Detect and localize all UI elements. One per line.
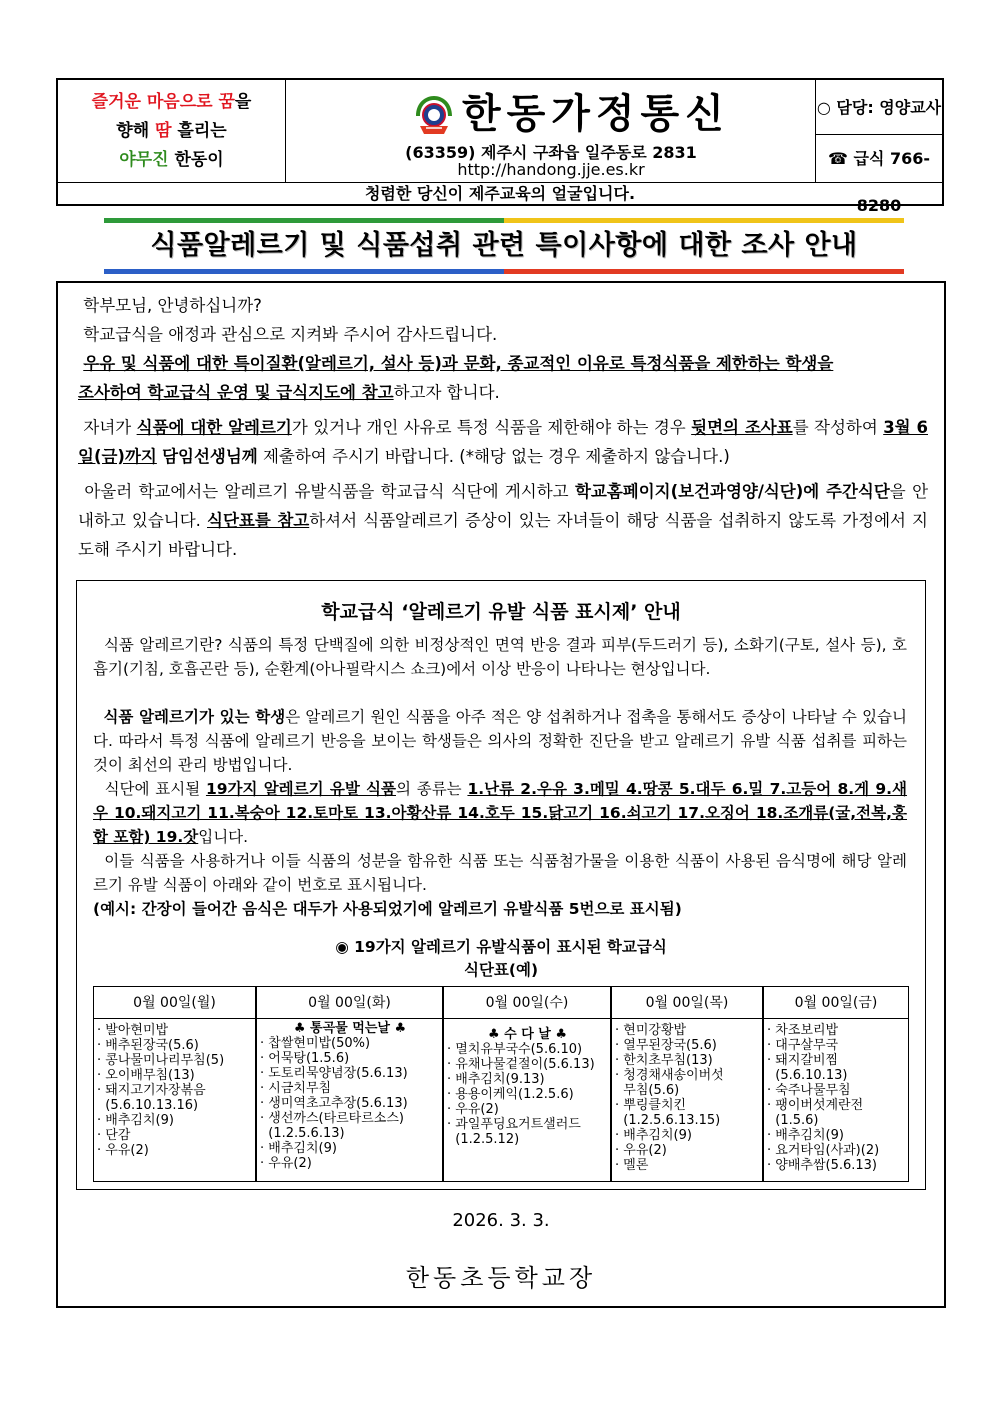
menu-item: · 양배추쌈(5.6.13) xyxy=(767,1158,877,1173)
allergy-info-box xyxy=(76,580,926,1190)
menu-items xyxy=(97,1023,253,1158)
motto: 청렴한 당신이 제주교육의 얼굴입니다. xyxy=(58,182,942,204)
text-run: 학교홈페이지(보건과영양/식단)에 주간식단 xyxy=(574,482,890,501)
letter-body xyxy=(56,281,946,1308)
purpose-paragraph xyxy=(78,349,928,407)
menu-day-column xyxy=(93,986,256,1182)
text-run: 이들 식품을 사용하거나 이들 식품의 성분을 함유한 식품 또는 식품첨가물을 이용한 식품이 사용된 음식명에 해당 알레르기 유발 식품이 아래와 같이 번호로 표시됩니다. xyxy=(93,852,907,894)
menu-item: · 팽이버섯계란전 xyxy=(767,1098,864,1113)
menu-item: · 단감 xyxy=(97,1128,131,1143)
labeling-example: (예시: 간장이 들어간 음식은 대두가 사용되었기에 알레르기 유발식품 5번으로 표시됨) xyxy=(93,900,682,918)
menu-day-header: 0월 00일(수) xyxy=(444,987,610,1019)
purpose-line-2-end: 하고자 합니다. xyxy=(393,383,500,402)
deadline: 3월 6일(금)까지 xyxy=(78,418,928,466)
issue-date: 2026. 3. 3. xyxy=(452,1210,550,1231)
school-emblem-icon xyxy=(410,92,458,140)
text-run: 식품 알레르기가 있는 학생 xyxy=(103,708,286,726)
text-run: 입니다. xyxy=(198,828,249,846)
text-run: 을 안내하고 있습니다. xyxy=(78,482,929,530)
text-run: 은 알레르기 원인 식품을 아주 적은 양 섭취하거나 접촉을 통해서도 증상이 나타날 수 있습니다. 따라서 특정 식품에 알레르기 반응을 보이는 학생들은 의사의 정확한 진단을 받고 알레르기 유발 식품 섭취를 피하는 것이 최선의 관리 방법입니다. xyxy=(93,708,907,774)
menu-item: · 배추김치(9) xyxy=(615,1128,692,1143)
greeting-text: 학부모님, 안녕하십니까? xyxy=(83,296,262,315)
sample-menu-table xyxy=(93,986,909,1182)
menu-item: · 뿌링클치킨 xyxy=(615,1098,687,1113)
menu-item: · 열무된장국(5.6) xyxy=(615,1038,717,1053)
menu-item: · 우유(2) xyxy=(97,1143,149,1158)
slogan-word: 땀 xyxy=(155,121,172,141)
menu-item: · 발아현미밥 xyxy=(97,1023,169,1038)
text-run: 식품 알레르기란? 식품의 특정 단백질에 의한 비정상적인 면역 반응 결과 피부(두드러기 등), 소화기(구토, 설사 등), 호흡기(기침, 호흡곤란 등), 순환계(아나필락시스 쇼크)에서 이상 반응이 나타나는 현상입니다. xyxy=(93,636,908,678)
text-run: 가 있거나 개인 사유로 특정 식품을 제한해야 하는 경우 xyxy=(291,418,692,437)
menu-items xyxy=(767,1023,906,1173)
menu-item: · 시금치무침 xyxy=(260,1081,332,1096)
text-run: 식단표를 참고 xyxy=(207,511,310,530)
menu-item: · 유채나물겉절이(5.6.13) xyxy=(447,1057,595,1072)
slogan-word: 한동이 xyxy=(174,150,224,170)
menu-item: · 용용이케익(1.2.5.6) xyxy=(447,1087,574,1102)
text-run: 제출하여 주시기 바랍니다. (*해당 없는 경우 제출하지 않습니다.) xyxy=(257,447,730,466)
contact-phone: ☎ 급식 766-8280 xyxy=(827,149,931,215)
menu-item: (5.6.10.13) xyxy=(767,1068,848,1083)
banner-title: 식품알레르기 및 식품섭취 관련 특이사항에 대한 조사 안내 xyxy=(150,230,858,261)
labeling-paragraph xyxy=(93,849,907,897)
allergy-student-paragraph xyxy=(93,705,907,777)
text-run: 자녀가 xyxy=(83,418,137,437)
school-website[interactable]: http://handong.jje.es.kr xyxy=(457,160,645,179)
menu-item: · 돼지고기자장볶음 xyxy=(97,1083,206,1098)
menu-item: · 찹쌀현미밥(50%) xyxy=(260,1036,371,1051)
text-run: 를 작성하여 xyxy=(792,418,884,437)
menu-day-column xyxy=(256,986,443,1182)
menu-item: · 어묵탕(1.5.6) xyxy=(260,1051,350,1066)
text-run: 19가지 알레르기 유발 식품 xyxy=(205,780,396,798)
menu-item: (1.2.5.12) xyxy=(447,1132,520,1147)
menu-item: · 배추김치(9.13) xyxy=(447,1072,545,1087)
submission-paragraph xyxy=(78,413,928,471)
allergen-list: 1.난류 2.우유 3.메밀 4.땅콩 5.대두 6.밀 7.고등어 8.게 9.새우 10.돼지고기 11.복숭아 12.토마토 13.아황산류 14.호두 15.닭고기 16.쇠고기 17.오징어 18.조개류(굴,전복,홍합 포함) 19.잣 xyxy=(93,780,908,846)
menu-item: · 과일푸딩요거트샐러드 xyxy=(447,1117,581,1132)
menu-item: · 오이배무침(13) xyxy=(97,1068,195,1083)
menu-day-header: 0월 00일(목) xyxy=(612,987,762,1019)
text-run: 하셔서 식품알레르기 증상이 있는 자녀들이 해당 식품을 섭취하지 않도록 가정에서 지도해 주시기 바랍니다. xyxy=(78,511,928,559)
text-run: 아울러 학교에서는 알레르기 유발식품을 학교급식 식단에 게시하고 xyxy=(84,482,575,501)
greeting xyxy=(78,291,928,320)
menu-item: · 도토리묵양념장(5.6.13) xyxy=(260,1066,408,1081)
menu-item: · 멸치유부국수(5.6.10) xyxy=(447,1042,583,1057)
menu-item: · 우유(2) xyxy=(260,1156,312,1171)
menu-caption-sub: 식단표(예) xyxy=(463,961,539,979)
header-contact-cell xyxy=(816,80,942,215)
thanks-text: 학교급식을 애정과 관심으로 지켜봐 주시어 감사드립니다. xyxy=(83,325,498,344)
menu-day-column xyxy=(611,986,763,1182)
menu-caption: ◉ 19가지 알레르기 유발식품이 표시된 학교급식 xyxy=(335,938,667,956)
text-run: 뒷면의 조사표 xyxy=(691,418,793,437)
menu-item: · 요거타임(사과)(2) xyxy=(767,1143,880,1158)
menu-item: (5.6.10.13.16) xyxy=(97,1098,199,1113)
menu-item: · 청경채새송이버섯 xyxy=(615,1068,724,1083)
newsletter-title: 한동가정통신 xyxy=(462,91,730,137)
menu-item: (1.2.5.6.13.15) xyxy=(615,1113,721,1128)
school-address: (63359) 제주시 구좌읍 일주동로 2831 xyxy=(405,143,697,162)
slogan-word: 을 xyxy=(234,92,252,112)
principal-signature: 한동초등학교장 xyxy=(405,1264,597,1292)
menu-item: · 생선까스(타르타르소스) xyxy=(260,1111,404,1126)
slogan-word: 향해 xyxy=(116,121,150,141)
purpose-line-2: 조사하여 학교급식 운영 및 급식지도에 참고 xyxy=(78,383,394,402)
menu-item: · 생미역초고추장(5.6.13) xyxy=(260,1096,408,1111)
menu-items xyxy=(260,1021,440,1171)
text-run: 식단에 표시될 xyxy=(104,780,206,798)
menu-item: 무침(5.6) xyxy=(615,1083,680,1098)
menu-day-header: 0월 00일(금) xyxy=(764,987,908,1019)
menu-item: · 한치초무침(13) xyxy=(615,1053,713,1068)
menu-item: · 돼지갈비찜 xyxy=(767,1053,839,1068)
menu-day-header: 0월 00일(화) xyxy=(257,987,442,1019)
contact-person: ○ 담당: 영양교사 xyxy=(816,80,942,135)
menu-notice-paragraph xyxy=(78,477,928,564)
slogan-word: 흘리는 xyxy=(177,121,227,141)
menu-item: · 숙주나물무침 xyxy=(767,1083,851,1098)
menu-item: · 멜론 xyxy=(615,1158,649,1173)
school-slogan xyxy=(58,80,286,182)
menu-item: (1.5.6) xyxy=(767,1113,819,1128)
purpose-line-1: 우유 및 식품에 대한 특이질환(알레르기, 설사 등)과 문화, 종교적인 이유로 특정식품을 제한하는 학생을 xyxy=(83,354,834,373)
menu-day-column xyxy=(443,986,611,1182)
slogan-word: 즐거운 xyxy=(91,92,141,112)
menu-item: · 현미강황밥 xyxy=(615,1023,687,1038)
special-day-label: ♣ 수 다 날 ♣ xyxy=(487,1027,568,1042)
menu-item: · 우유(2) xyxy=(447,1102,499,1117)
header-title-cell xyxy=(286,80,816,182)
menu-item: · 배추된장국(5.6) xyxy=(97,1038,199,1053)
thanks xyxy=(78,320,928,349)
menu-day-column xyxy=(763,986,909,1182)
menu-day-header: 0월 00일(월) xyxy=(94,987,255,1019)
menu-item: · 차조보리밥 xyxy=(767,1023,839,1038)
menu-item: · 우유(2) xyxy=(615,1143,667,1158)
menu-item: · 배추김치(9) xyxy=(97,1113,174,1128)
slogan-word: 야무진 xyxy=(119,150,169,170)
allergy-box-title: 학교급식 ‘알레르기 유발 식품 표시제’ 안내 xyxy=(321,601,681,623)
slogan-word: 마음으로 xyxy=(146,92,213,112)
menu-item: (1.2.5.6.13) xyxy=(260,1126,345,1141)
text-run: 식품에 대한 알레르기 xyxy=(136,418,292,437)
text-run: 담임선생님께 xyxy=(162,447,258,466)
slogan-word: 꿈 xyxy=(218,92,235,112)
allergen-list-paragraph xyxy=(93,777,907,849)
header-table xyxy=(56,78,944,215)
menu-items xyxy=(447,1027,608,1147)
text-run: 의 종류는 xyxy=(395,780,468,798)
banner-stripe xyxy=(104,269,504,274)
menu-item: · 대구살무국 xyxy=(767,1038,839,1053)
menu-item: · 배추김치(9) xyxy=(260,1141,337,1156)
menu-items xyxy=(615,1023,760,1173)
banner-stripe xyxy=(504,269,904,274)
menu-item: · 콩나물미나리무침(5) xyxy=(97,1053,225,1068)
title-banner xyxy=(104,218,904,274)
allergy-definition xyxy=(93,633,907,681)
special-day-label: ♣ 통곡물 먹는날 ♣ xyxy=(293,1021,407,1036)
menu-item: · 배추김치(9) xyxy=(767,1128,844,1143)
